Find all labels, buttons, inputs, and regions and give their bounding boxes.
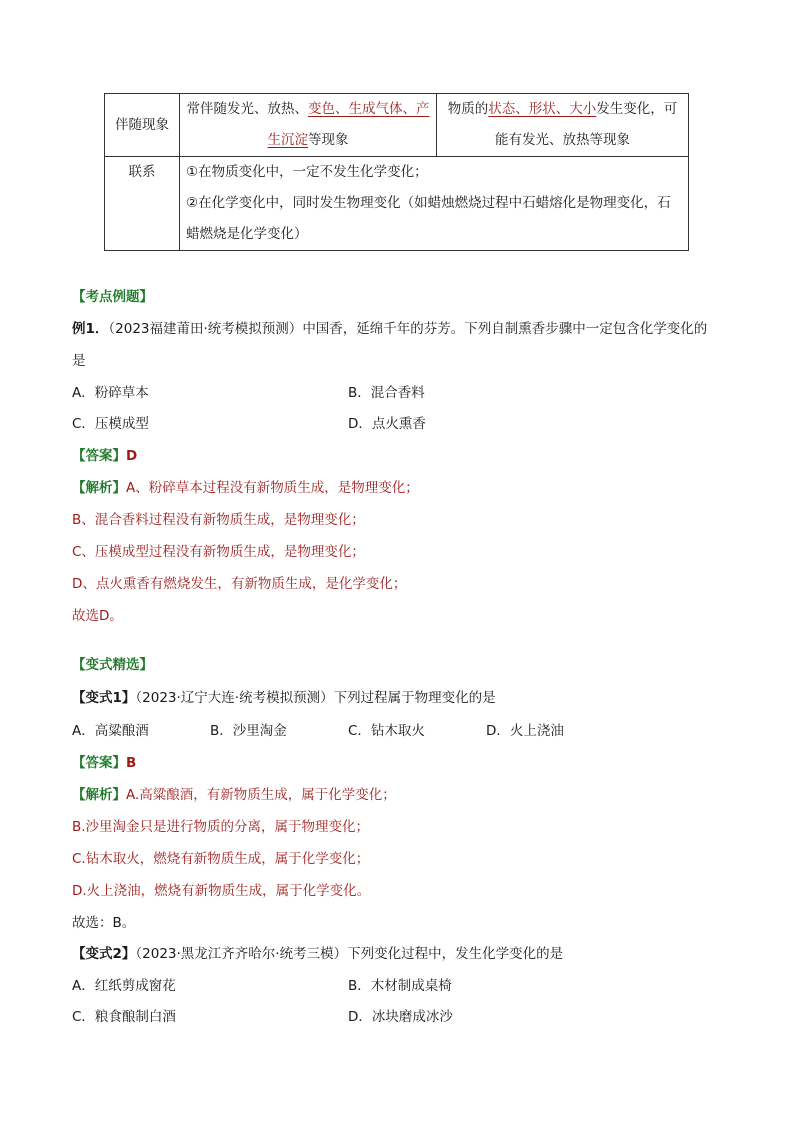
example1-stem-line2: 是 [72,353,86,369]
variant2-label: 【变式2】 [72,946,136,962]
variant1-option-d: D．火上浇油 [486,723,564,739]
answer-tag: 【答案】 [72,448,126,464]
variant1-conclusion: 故选：B。 [72,915,136,931]
variant1-option-a: A．高粱酿酒 [72,723,149,739]
chem-change-phenomena [180,94,437,157]
chem-text-red-2: 生沉淀 [267,132,308,148]
variant1-stem [72,686,496,706]
analysis-text: A、粉碎草本过程没有新物质生成，是物理变化； [126,480,419,496]
variant1-option-b: B．沙里淘金 [210,723,287,739]
variant2-source: （2023·黑龙江齐齐哈尔·统考三模） [135,946,348,962]
variant2-option-c: C．粮食酿制白酒 [72,1009,176,1025]
table-header-accompanying: 伴随现象 [105,94,180,157]
table-row-accompanying [105,94,689,157]
example1-label: 例1． [72,321,109,337]
chem-text-red-1: 变色、生成气体、产 [308,101,430,117]
example1-option-b: B．混合香料 [348,385,425,401]
variant1-option-c: C．钻木取火 [348,723,425,739]
table-header-relation: 联系 [105,157,180,251]
example1-option-a: A．粉碎草本 [72,385,149,401]
relation-content [180,157,689,251]
chem-text-2: 等现象 [308,132,349,148]
variant2-option-b: B．木材制成桌椅 [348,978,452,994]
relation-line-3: 蜡燃烧是化学变化） [186,226,308,242]
analysis-tag: 【解析】 [72,787,126,803]
example1-stem-line1 [72,317,707,337]
section-title-examples: 【考点例题】 [72,289,153,305]
phys-text-1: 物质的 [447,101,489,117]
answer-value: B [126,755,137,771]
chem-text-1: 常伴随发光、放热、 [186,101,308,117]
variant1-source: （2023·辽宁大连·统考模拟预测） [135,690,334,706]
example1-analysis-line-3: C、压模成型过程没有新物质生成，是物理变化； [72,544,365,560]
phys-text-3: 能有发光、放热等现象 [495,132,630,148]
variant1-analysis-line-3: C.钻木取火，燃烧有新物质生成，属于化学变化； [72,851,370,867]
variant1-analysis-line-2: B.沙里淘金只是进行物质的分离，属于物理变化； [72,819,370,835]
example1-option-c: C．压模成型 [72,416,149,432]
answer-value: D [126,448,138,464]
example1-analysis-line-4: D、点火熏香有燃烧发生，有新物质生成，是化学变化； [72,576,407,592]
phys-text-red: 状态、形状、大小 [488,101,597,117]
example1-option-d: D．点火熏香 [348,416,426,432]
variant2-option-a: A．红纸剪成窗花 [72,978,176,994]
variant2-question: 下列变化过程中，发生化学变化的是 [347,946,564,962]
example1-analysis-line-2: B、混合香料过程没有新物质生成，是物理变化； [72,512,365,528]
example1-source: （2023福建莆田·统考模拟预测） [108,321,303,337]
phys-change-phenomena [437,94,689,157]
analysis-tag: 【解析】 [72,480,126,496]
example1-answer [72,444,137,464]
section-title-variants: 【变式精选】 [72,657,153,673]
relation-line-2: ②在化学变化中，同时发生物理变化（如蜡烛燃烧过程中石蜡熔化是物理变化，石 [186,195,671,211]
variant2-stem [72,942,563,962]
variant1-label: 【变式1】 [72,690,136,706]
phys-text-2: 发生变化，可 [596,101,678,117]
comparison-table [104,93,689,251]
example1-conclusion: 故选D。 [72,608,123,624]
variant1-answer [72,751,136,771]
answer-tag: 【答案】 [72,755,126,771]
table-row-relation [105,157,689,251]
variant1-analysis-line-4: D.火上浇油，燃烧有新物质生成，属于化学变化。 [72,883,371,899]
variant1-analysis-line-1 [72,783,396,803]
analysis-text: A.高粱酿酒，有新物质生成，属于化学变化； [126,787,396,803]
example1-stem: 中国香，延绵千年的芬芳。下列自制熏香步骤中一定包含化学变化的 [302,321,708,337]
example1-analysis-line-1 [72,476,419,496]
variant2-option-d: D．冰块磨成冰沙 [348,1009,453,1025]
variant1-question: 下列过程属于物理变化的是 [333,690,496,706]
relation-line-1: ①在物质变化中，一定不发生化学变化； [186,164,428,180]
